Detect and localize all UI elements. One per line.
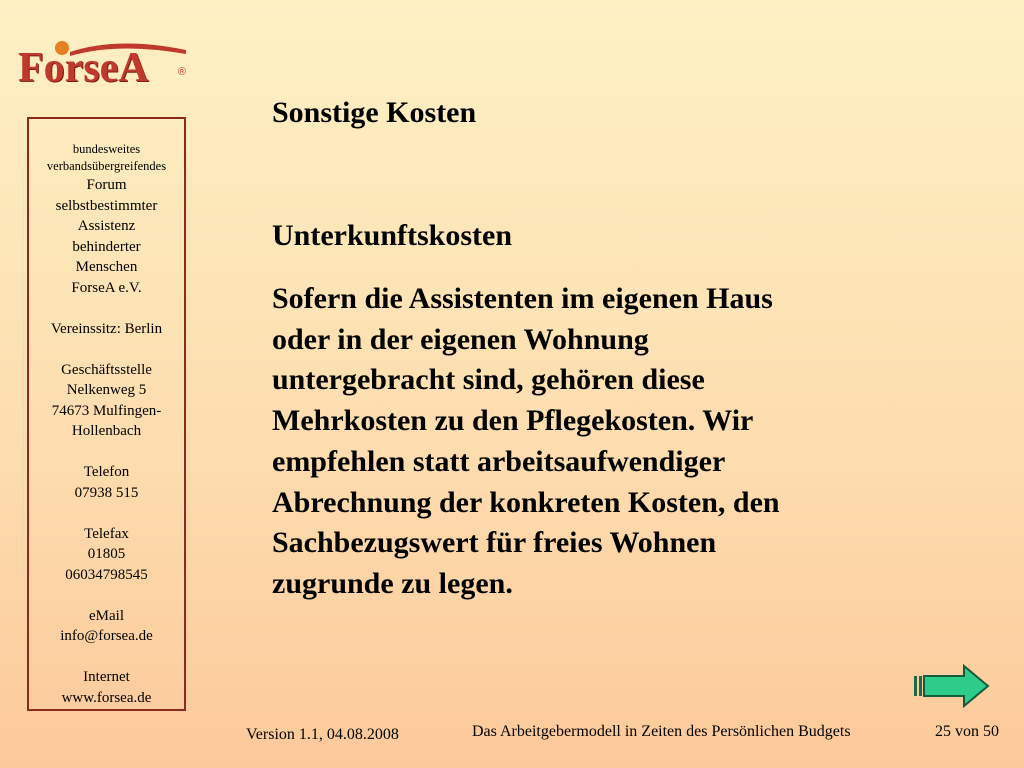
sidebar-email[interactable]: info@forsea.de [60,628,153,644]
sidebar-small-line: bundesweites [72,142,141,156]
sidebar-small-line: verbandsübergreifendes [46,159,167,173]
sidebar-line: 06034798545 [65,566,148,583]
footer-version: Version 1.1, 04.08.2008 [246,726,399,743]
sidebar-line: ForseA e.V. [71,279,142,296]
sidebar-spacer [29,298,184,319]
sidebar-line: Vereinssitz: Berlin [50,320,163,337]
sidebar-line: eMail [89,607,124,624]
body-line: Abrechnung der konkreten Kosten, den [272,485,780,519]
sidebar-line: Telefon [83,464,130,480]
sidebar-line: Telefax [84,525,129,542]
body-line: Sachbezugswert für freies Wohnen [272,526,717,560]
sidebar-line: Forum [86,177,127,193]
sidebar-spacer [29,585,184,606]
sidebar-line: Menschen [75,259,138,275]
sidebar-spacer [29,442,184,463]
sidebar-spacer [29,647,184,668]
sidebar-line: 01805 [87,546,126,562]
logo-text: ForseA [18,45,149,91]
sidebar-line: Geschäftsstelle [61,361,152,378]
footer-presentation-title: Das Arbeitgebermodell in Zeiten des Persönlichen Budgets [472,723,851,740]
slide-body [272,279,872,605]
body-line: zugrunde zu legen. [272,566,513,600]
sidebar-line: 74673 Mulfingen- [51,402,162,419]
sidebar-line: Nelkenweg 5 [66,382,147,398]
sidebar-line: selbstbestimmter [55,197,158,214]
body-line: oder in der eigenen Wohnung [272,322,649,356]
body-line: Mehrkosten zu den Pflegekosten. Wir [272,404,754,438]
sidebar-line: Hollenbach [71,423,142,439]
sidebar-line: Assistenz [77,218,136,234]
logo-registered-mark: ® [177,66,186,78]
next-slide-button[interactable] [912,662,992,710]
footer-page-number: 25 von 50 [935,723,999,740]
body-line: empfehlen statt arbeitsaufwendiger [272,444,726,478]
sidebar-info-box [27,117,186,711]
slide-title: Sonstige Kosten [272,96,477,129]
slide-subtitle: Unterkunftskosten [272,219,513,252]
forsea-logo [18,38,190,94]
body-line: Sofern die Assistenten im eigenen Haus [272,282,773,315]
sidebar-spacer [29,503,184,524]
sidebar-website[interactable]: www.forsea.de [61,689,152,706]
sidebar-line: 07938 515 [74,484,139,501]
sidebar-line: Internet [83,669,130,685]
body-line: untergebracht sind, gehören diese [272,363,705,397]
sidebar-line: behinderter [72,238,141,255]
arrow-right-icon [912,662,992,710]
sidebar-spacer [29,339,184,360]
